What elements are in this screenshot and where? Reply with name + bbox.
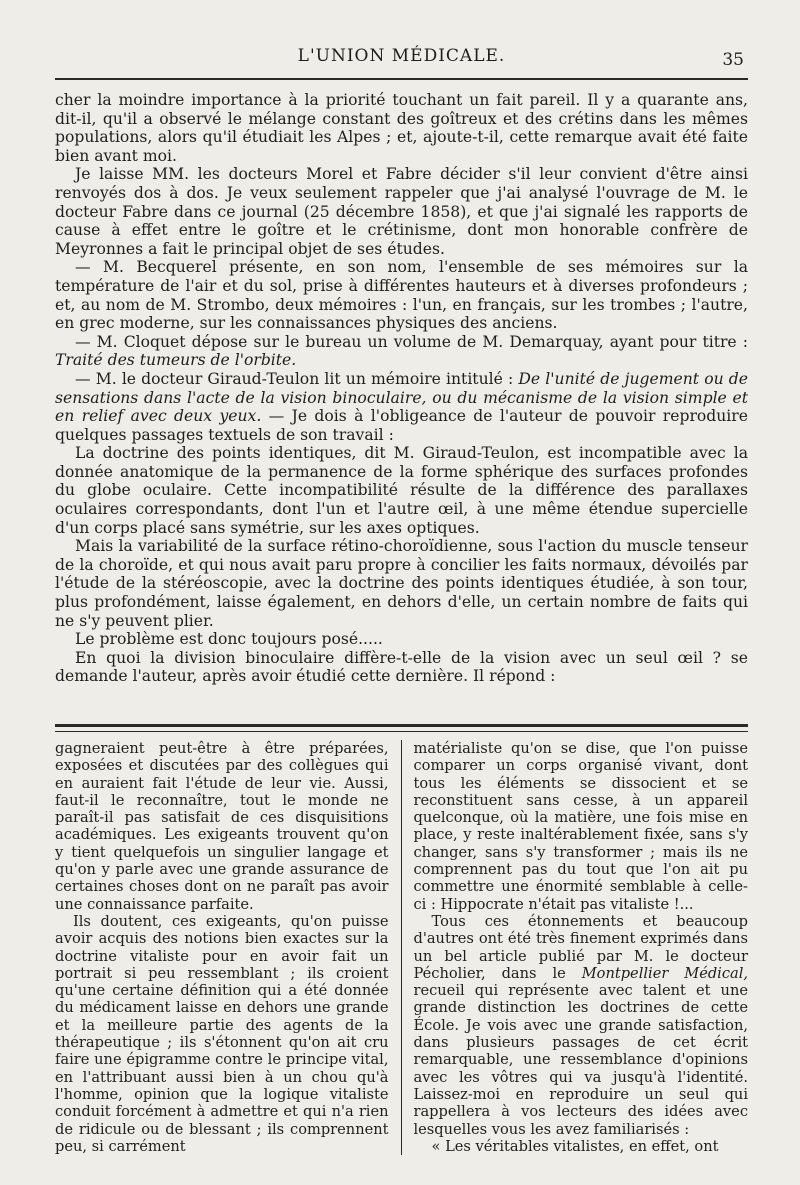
paragraph bbox=[55, 333, 748, 370]
book-title: Traité des tumeurs de l'orbite. bbox=[55, 351, 297, 370]
paragraph: Ils doutent, ces exigeants, qu'on puisse avoir acquis des notions bien exactes sur la doctrine vitaliste pour en avoir fait un portrait si peu ressemblant ; ils croient qu'une certaine définition qui a été donnée du médicament laisse en dehors une grande et la meilleure partie des agents de la thérapeutique ; ils s'étonnent qu'on ait cru faire une épigramme contre le principe vital, en l'attribuant aussi bien à un chou qu'à l'homme, opinion que la logique vitaliste conduit forcément à admettre et qui n'a rien de ridicule ou de blessant ; ils comprennent peu, si carrément bbox=[55, 912, 389, 1155]
paragraph: — M. Becquerel présente, en son nom, l'ensemble de ses mémoires sur la température de l'air et du sol, prise à différentes hauteurs et à diverses profondeurs ; et, au nom de M. Strombo, deux mémoires : l'un, en français, sur les trombes ; l'autre, en grec moderne, sur les connaissances physiques des anciens. bbox=[55, 258, 748, 333]
header-rule bbox=[55, 78, 748, 80]
paragraph: « Les véritables vitalistes, en effet, ont bbox=[431, 1137, 719, 1155]
paragraph: La doctrine des points identiques, dit M. Giraud-Teulon, est incompatible avec la donnée anatomique de la permanence de la forme sphérique des surfaces profondes du globe oculaire. Cette incompatibilité résulte de la différence des parallaxes oculaires correspondants, dont l'un et l'autre œil, à une même étendue supercielle d'un corps placé sans symétrie, sur les axes optiques. bbox=[55, 444, 748, 537]
paragraph bbox=[55, 370, 748, 444]
academy-report bbox=[55, 91, 748, 686]
memoir-title: De l'unité de jugement ou de sensations dans l'acte de la vision binoculaire, ou du mécanisme de la vision simple et en relief avec deux yeux. bbox=[55, 369, 748, 426]
paragraph: gagneraient peut-être à être préparées, exposées et discutées par des collègues qui en auraient fait l'étude de leur vie. Aussi, faut-il le reconnaître, tout le monde ne paraît-il pas satisfait de ces disquisitions académiques. Les exigeants trouvent qu'on y tient quelquefois un singulier langage et qu'on y parle avec une grande assurance de certaines choses dont on ne paraît pas avoir une connaissance parfaite. bbox=[55, 740, 389, 913]
paragraph: cher la moindre importance à la priorité touchant un fait pareil. Il y a quarante ans, dit-il, qu'il a observé le mélange constant des goîtreux et des crétins dans les mêmes populations, alors qu'il étudiait les Alpes ; et, ajoute-t-il, cette remarque avait été faite bien avant moi. bbox=[55, 91, 748, 165]
feuilleton-rule-thin bbox=[55, 731, 748, 732]
paragraph: En quoi la division binoculaire diffère-t-elle de la vision avec un seul œil ? se demande l'auteur, après avoir étudié cette dernière. Il répond : bbox=[55, 648, 748, 686]
paragraph-text: Tous ces étonnements et beaucoup d'autres ont été très finement exprimés dans un bel article publié par M. le docteur Pécholier, dans le bbox=[413, 912, 748, 982]
paragraph-text: — M. le docteur Giraud-Teulon lit un mémoire intitulé : bbox=[75, 369, 514, 388]
right-column bbox=[402, 740, 749, 1155]
paragraph-text: — M. Cloquet dépose sur le bureau un volume de M. Demarquay, ayant pour titre : bbox=[75, 332, 748, 351]
feuilleton-rule bbox=[55, 724, 748, 727]
paragraph-text: — Je dois à l'obligeance de l'auteur de pouvoir reproduire quelques passages textuels de son travail : bbox=[55, 407, 748, 444]
paragraph bbox=[414, 913, 749, 1138]
paragraph-text: recueil qui représente avec talent et une grande distinction les doctrines de cette École. Je vois avec une grande satisfaction, dans plusieurs passages de cet écrit remarquable, une ressemblance d'opinions avec les vôtres qui va jusqu'à l'identité. Laissez-moi en reproduire un seul qui rappellera à vos lecteurs des idées avec lesquelles vous les avez familiarisés : bbox=[413, 982, 748, 1138]
paragraph: Le problème est donc toujours posé..... bbox=[75, 630, 383, 649]
page-header bbox=[55, 46, 748, 74]
running-title: L'UNION MÉDICALE. bbox=[297, 46, 506, 66]
paragraph: Mais la variabilité de la surface rétino-choroïdienne, sous l'action du muscle tenseur de la choroïde, et qui nous avait paru propre à concilier les faits normaux, dévoilés par l'étude de la stéréoscopie, avec la doctrine des points identiques étudiée, à son tour, plus profondément, laisse également, en dehors d'elle, un certain nombre de faits qui ne s'y peuvent plier. bbox=[55, 537, 748, 630]
feuilleton-columns bbox=[55, 740, 748, 1155]
journal-name: Montpellier Médical, bbox=[581, 964, 749, 982]
paragraph: Je laisse MM. les docteurs Morel et Fabre décider s'il leur convient d'être ainsi renvoyés dos à dos. Je veux seulement rappeler que j'ai analysé l'ouvrage de M. le docteur Fabre dans ce journal (25 décembre 1858), et que j'ai signalé les rapports de cause à effet entre le goître et le crétinisme, dont mon honorable confrère de Meyronnes a fait le principal objet de ses études. bbox=[55, 165, 748, 258]
page-number: 35 bbox=[722, 50, 744, 70]
left-column bbox=[55, 740, 402, 1155]
paragraph: matérialiste qu'on se dise, que l'on puisse comparer un corps organisé vivant, dont tous les éléments se dissocient et se reconstituent sans cesse, à un appareil quelconque, où la matière, une fois mise en place, y reste inaltérablement fixée, sans s'y changer, sans s'y transformer ; mais ils ne comprennent pas du tout que l'on ait pu commettre une énormité semblable à celle-ci : Hippocrate n'était pas vitaliste !... bbox=[413, 740, 748, 913]
